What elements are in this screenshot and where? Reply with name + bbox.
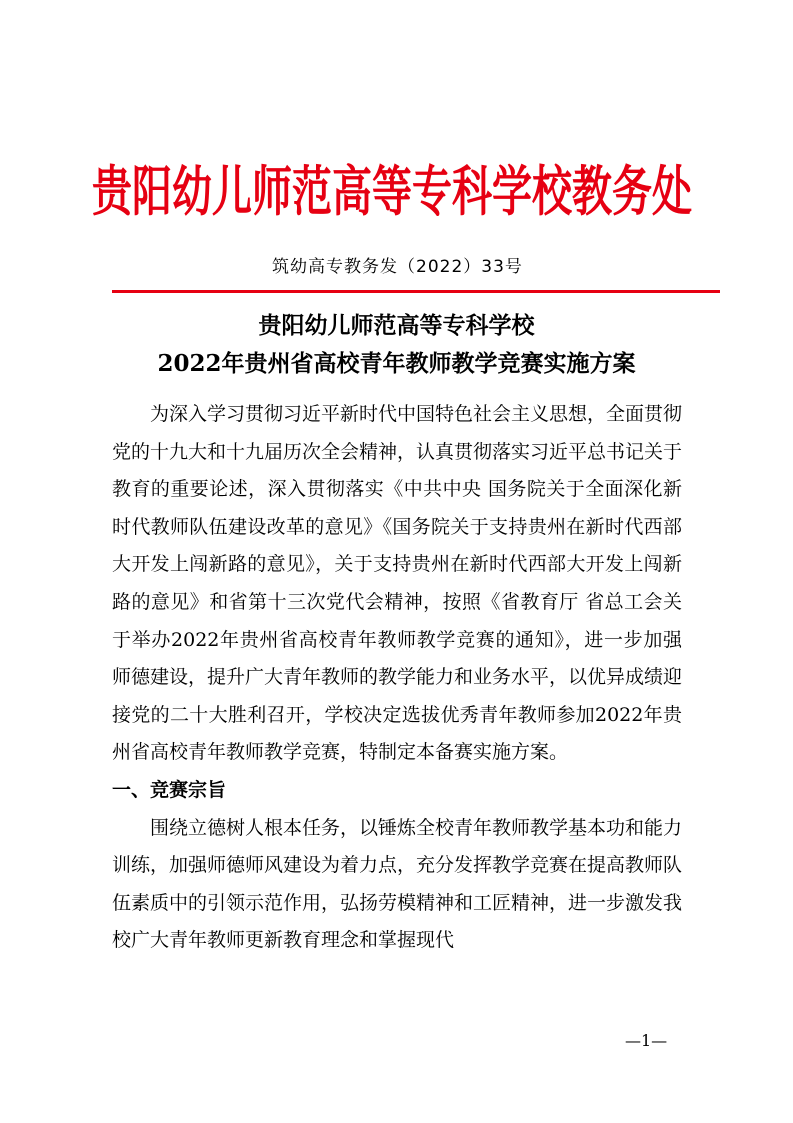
document-body [112,396,682,960]
red-divider-line [112,290,720,293]
section-1-paragraph: 围绕立德树人根本任务，以锤炼全校青年教师教学基本功和能力训练，加强师德师风建设为着力点，充分发挥教学竞赛在提高教师队伍素质中的引领示范作用，弘扬劳模精神和工匠精神，进一步激发我校广大青年教师更新教育理念和掌握现代 [112,816,683,952]
document-title-line-1: 贵阳幼儿师范高等专科学校 [258,312,535,339]
document-title-line-2: 2022年贵州省高校青年教师教学竞赛实施方案 [157,350,636,377]
intro-paragraph: 为深入学习贯彻习近平新时代中国特色社会主义思想，全面贯彻党的十九大和十九届历次全会精神，认真贯彻落实习近平总书记关于教育的重要论述，深入贯彻落实《中共中央 国务院关于全面深化新时代教师队伍建设改革的意见》《国务院关于支持贵州在新时代西部大开发上闯新路的意见》，关于支持贵州在新时代西部大开发上闯新路的意见》和省第十三次党代会精神，按照《省教育厅 省总工会关于举办2022年贵州省高校青年教师教学竞赛的通知》，进一步加强师德建设，提升广大青年教师的教学能力和业务水平，以优异成绩迎接党的二十大胜利召开，学校决定选拔优秀青年教师参加2022年贵州省高校青年教师教学竞赛，特制定本备赛实施方案。 [112,403,683,764]
page-number: —1— [625,1031,668,1050]
document-number: 筑幼高专教务发（2022）33号 [272,257,523,277]
issuer-header-text: 贵阳幼儿师范高等专科学校教务处 [92,159,692,223]
section-heading-1: 一、竞赛宗旨 [112,778,227,801]
